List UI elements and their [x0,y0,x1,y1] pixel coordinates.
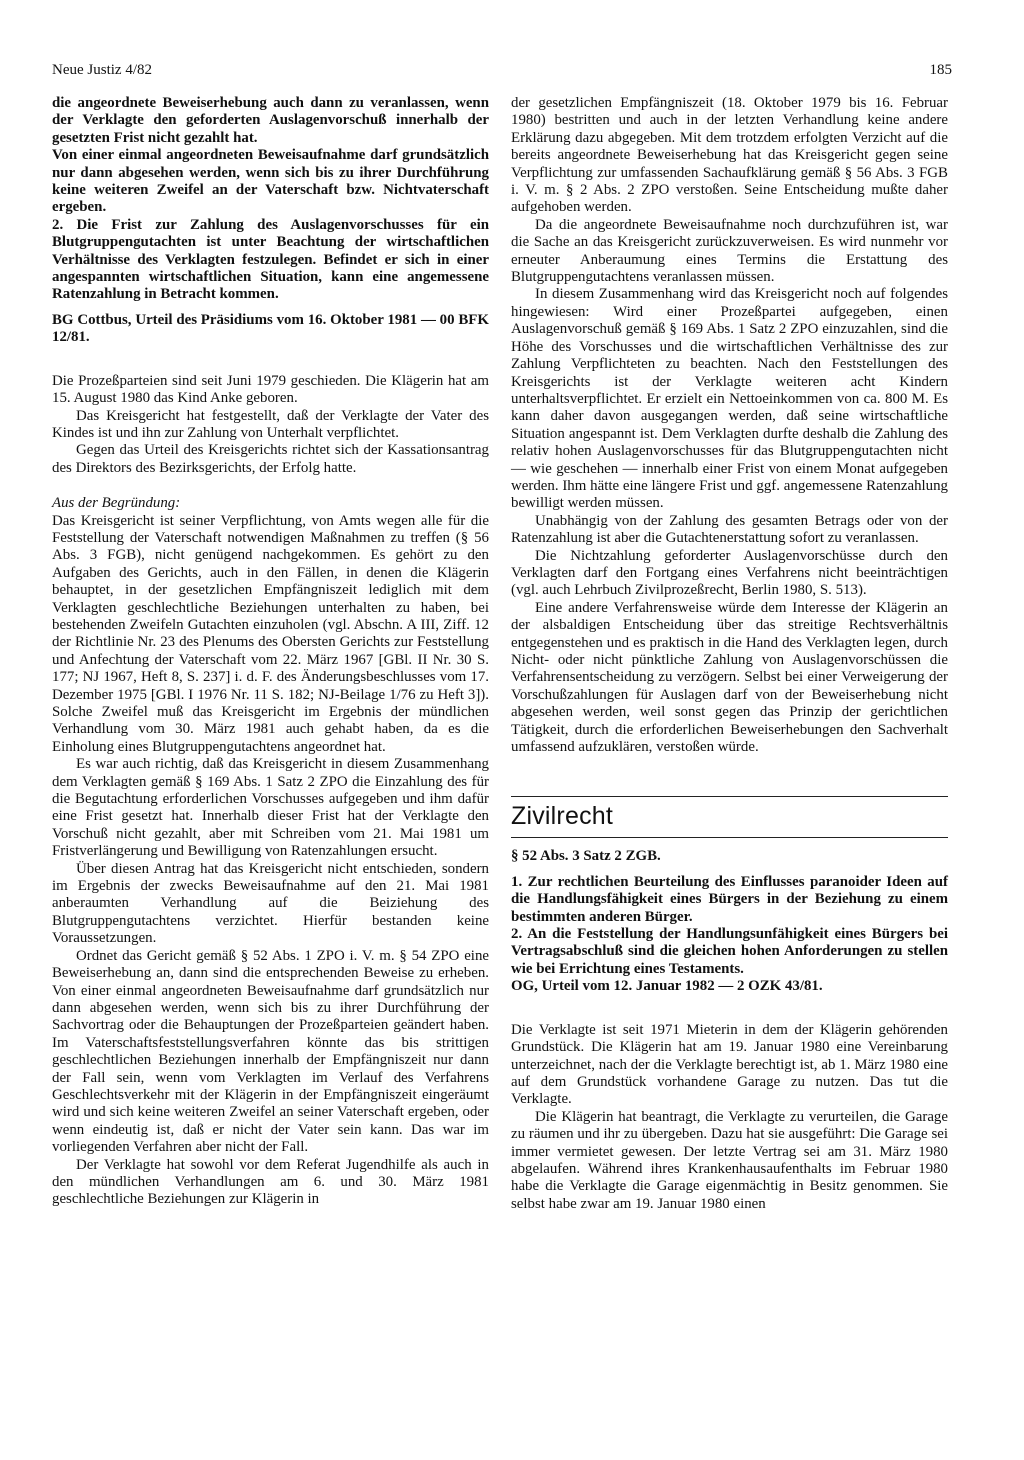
body-paragraph: der gesetzlichen Empfängniszeit (18. Oktober 1979 bis 16. Februar 1980) bestritten und auch in der letzten Verhandlung keine andere Erklärung dazu abgegeben. Mit dem trotzdem erfolgten Verzicht auf die bereits angeordnete Beweiserhebung hat das Kreisgericht gegen seine Verpflichtung zur umfassenden Sachaufklärung gemäß § 56 Abs. 3 FGB i. V. m. § 2 Abs. 2 ZPO verstoßen. Seine Entscheidung mußte daher aufgehoben werden. [511,95,948,216]
leitsatz-1: 1. Zur rechtlichen Beurteilung des Einflusses paranoider Ideen auf die Handlungsfähigkeit eines Bürgers in der Beziehung zu einem bestimmten anderen Bürger. [511,873,948,925]
case-citation: OG, Urteil vom 12. Januar 1982 — 2 OZK 43/81. [511,978,823,995]
body-paragraph: Ordnet das Gericht gemäß § 52 Abs. 1 ZPO i. V. m. § 54 ZPO eine Beweiserhebung an, dann sind die entsprechenden Beweise zu erheben. Von einer einmal angeordneten Beweisaufnahme darf grundsätzlich nur dann abgesehen werden, wenn sich bis zu ihrer Durchführung der Sachvortrag oder die Behauptungen der Prozeßparteien geändert haben. Im Vaterschaftsfeststellungsverfahren könnte das bis strittigen geschlechtlichen Beziehungen innerhalb der Empfängniszeit nur dann der Fall sein, wenn vom Verklagten im Verlauf des Verfahrens Geschlechtsverkehr mit der Klägerin in der Empfängniszeit eingeräumt wird und sich keine weiteren Zweifel an seiner Vaterschaft ergeben, oder wenn eindeutig ist, daß er nicht der Vater sein kann. Das war im vorliegenden Verfahren aber nicht der Fall. [52,947,489,1156]
case-citation: BG Cottbus, Urteil des Präsidiums vom 16. Oktober 1981 — 00 BFK 12/81. [52,311,489,346]
leitsatz-1-second-paragraph: Von einer einmal angeordneten Beweisaufnahme darf grundsätzlich nur dann abgesehen werden, wenn sich bis zu ihrer Durchführung keine weiteren Zweifel an der Vaterschaft bzw. Nichtvaterschaft ergeben. [52,147,489,216]
body-paragraph: Gegen das Urteil des Kreisgerichts richtet sich der Kassationsantrag des Direktors des Bezirksgerichts, der Erfolg hatte. [52,442,489,476]
body-paragraph: In diesem Zusammenhang wird das Kreisgericht noch auf folgendes hingewiesen: Wird einer Prozeßpartei aufgegeben, einen Auslagenvorschuß gemäß § 169 Abs. 1 Satz 2 ZPO einzuzahlen, sind die Höhe des Vorschusses und die wirtschaftlichen Verhältnisse des zur Zahlung Verpflichteten zu beachten. Nach den Feststellungen des Kreisgerichts ist der Verklagte weiteren acht Kindern unterhaltsverpflichtet. Er erzielt ein Nettoeinkommen von ca. 800 M. Es kann daher davon ausgegangen werden, daß seine wirtschaftliche Situation angespannt ist. Dem Verklagten durfte deshalb die Zahlung des relativ hohen Auslagenvorschusses für das Blutgruppengutachten nicht — wie geschehen — innerhalb einer Frist von einem Monat aufgegeben werden. Ihm hätte eine längere Frist und ggf. angemessene Ratenzahlung bewilligt werden müssen. [511,286,948,512]
body-paragraph: Die Verklagte ist seit 1971 Mieterin in dem der Klägerin gehörenden Grundstück. Die Klägerin hat am 19. Januar 1980 eine Vereinbarung unterzeichnet, nach der die Verklagte berechtigt ist, ab 1. März 1980 eine auf dem Grundstück vorhandene Garage zu nutzen. Das tut die Verklagte. [511,1021,948,1108]
leitsatz-1-continuation: die angeordnete Beweiserhebung auch dann zu veranlassen, wenn der Verklagte den geforderten Auslagenvorschuß innerhalb der gesetzten Frist nicht gezahlt hat. [52,95,489,146]
body-paragraph: Die Klägerin hat beantragt, die Verklagte zu verurteilen, die Garage zu räumen und ihr zu übergeben. Dazu hat sie ausgeführt: Die Garage sei immer vermietet gewesen. Der letzte Vertrag sei am 31. März 1980 abgelaufen. Während ihres Krankenhausaufenthalts im Februar 1980 habe die Verklagte die Garage eigenmächtig in Besitz genommen. Sie selbst habe zwar am 19. Januar 1980 einen [511,1108,948,1212]
body-paragraph: Über diesen Antrag hat das Kreisgericht nicht entschieden, sondern im Ergebnis der zwecks Beweisaufnahme auf den 21. Mai 1981 anberaumten Verhandlung auf die Beiziehung des Blutgruppengutachtens verzichtet. Hierfür bestanden keine Voraussetzungen. [52,860,489,947]
journal-title: Neue Justiz 4/82 [52,62,152,78]
leitsatz-2: 2. Die Frist zur Zahlung des Auslagenvorschusses für ein Blutgruppengutachten ist unter Beachtung der wirtschaftlichen Verhältnisse des Verklagten festzulegen. Befindet er sich in einer angespannten wirtschaftlichen Situation, kann eine angemessene Ratenzahlung in Betracht kommen. [52,216,489,303]
body-paragraph: Es war auch richtig, daß das Kreisgericht in diesem Zusammenhang dem Verklagten gemäß § 169 Abs. 1 Satz 2 ZPO die Einzahlung des für die Begutachtung erforderlichen Vorschusses aufgegeben und ihm dafür eine Frist gesetzt hat. Innerhalb dieser Frist hat der Verklagte den Vorschuß nicht gezahlt, aber mit Schreiben vom 21. Mai 1981 um Fristverlängerung und Bewilligung von Ratenzahlungen ersucht. [52,756,489,860]
section-rule-top [511,796,948,797]
body-paragraph: Die Nichtzahlung geforderter Auslagenvorschüsse durch den Verklagten darf den Fortgang eines Verfahrens nicht beeinträchtigen (vgl. auch Lehrbuch Zivilprozeßrecht, Berlin 1980, S. 513). [511,547,948,599]
right-column [511,95,948,1213]
body-paragraph: Da die angeordnete Beweisaufnahme noch durchzuführen ist, war die Sache an das Kreisgericht zurückzuverweisen. Es wird nunmehr vor erneuter Anberaumung eines Termins die Erstattung des Blutgruppengutachtens veranlassen müssen. [511,216,948,286]
body-paragraph: Die Prozeßparteien sind seit Juni 1979 geschieden. Die Klägerin hat am 15. August 1980 das Kind Anke geboren. [52,372,489,407]
body-paragraph: Das Kreisgericht hat festgestellt, daß der Verklagte der Vater des Kindes ist und ihn zur Zahlung von Unterhalt verpflichtet. [52,407,489,441]
body-paragraph: Der Verklagte hat sowohl vor dem Referat Jugendhilfe als auch in den mündlichen Verhandlungen am 6. und 30. März 1981 geschlechtliche Beziehungen zur Klägerin in [52,1156,489,1208]
begruendung-heading: Aus der Begründung: [52,495,181,512]
body-paragraph: Das Kreisgericht ist seiner Verpflichtung, von Amts wegen alle für die Feststellung der Vaterschaft notwendigen Maßnahmen zu treffen (§ 56 Abs. 3 FGB), nicht genügend nachgekommen. Es gehört zu den Aufgaben des Gerichts, auch in den Fällen, in denen die Klägerin behauptet, in der gesetzlichen Empfängniszeit lediglich mit dem Verklagten geschlechtliche Beziehungen unterhalten zu haben, bei bestehenden Zweifeln Gutachten einzuholen (vgl. Abschn. A III, Ziff. 12 der Richtlinie Nr. 23 des Plenums des Obersten Gerichts zur Feststellung und Anfechtung der Vaterschaft vom 22. März 1967 [GBl. II Nr. 30 S. 177; NJ 1967, Heft 8, S. 237] i. d. F. des Änderungsbeschlusses vom 17. Dezember 1975 [GBl. I 1976 Nr. 11 S. 182; NJ-Beilage 1/76 zu Heft 3]). Solche Zweifel muß das Kreisgericht im Ergebnis der mündlichen Verhandlung vom 30. März 1981 auch gehabt haben, da es die Einholung eines Blutgruppengutachtens angeordnet hat. [52,512,489,755]
body-paragraph: Unabhängig von der Zahlung des gesamten Betrags oder von der Ratenzahlung ist aber die Gutachtenerstattung sofort zu veranlassen. [511,512,948,547]
page-header [52,62,952,84]
legal-norm: § 52 Abs. 3 Satz 2 ZGB. [511,848,661,865]
section-rule-bottom [511,837,948,838]
page-number: 185 [929,62,952,78]
body-paragraph: Eine andere Verfahrensweise würde dem Interesse der Klägerin an der alsbaldigen Entscheidung über das streitige Rechtsverhältnis entgegenstehen und es praktisch in die Hand des Verklagten legen, durch Nicht- oder nicht pünktliche Zahlung von Auslagenvorschüssen die Verfahrensentscheidung zu verzögern. Selbst bei einer Verweigerung der Vorschußzahlungen für Auslagen darf von der Beweiserhebung nicht abgesehen werden, weil sonst gegen das Prinzip der gerichtlichen Tätigkeit, durch die erforderlichen Beweiserhebungen den Sachverhalt umfassend aufzuklären, verstoßen würde. [511,599,948,756]
left-column [52,95,489,1209]
section-title: Zivilrecht [511,802,614,831]
leitsatz-2: 2. An die Feststellung der Handlungsunfähigkeit eines Bürgers bei Vertragsabschluß sind die gleichen hohen Anforderungen zu stellen wie bei Errichtung eines Testaments. [511,926,948,977]
